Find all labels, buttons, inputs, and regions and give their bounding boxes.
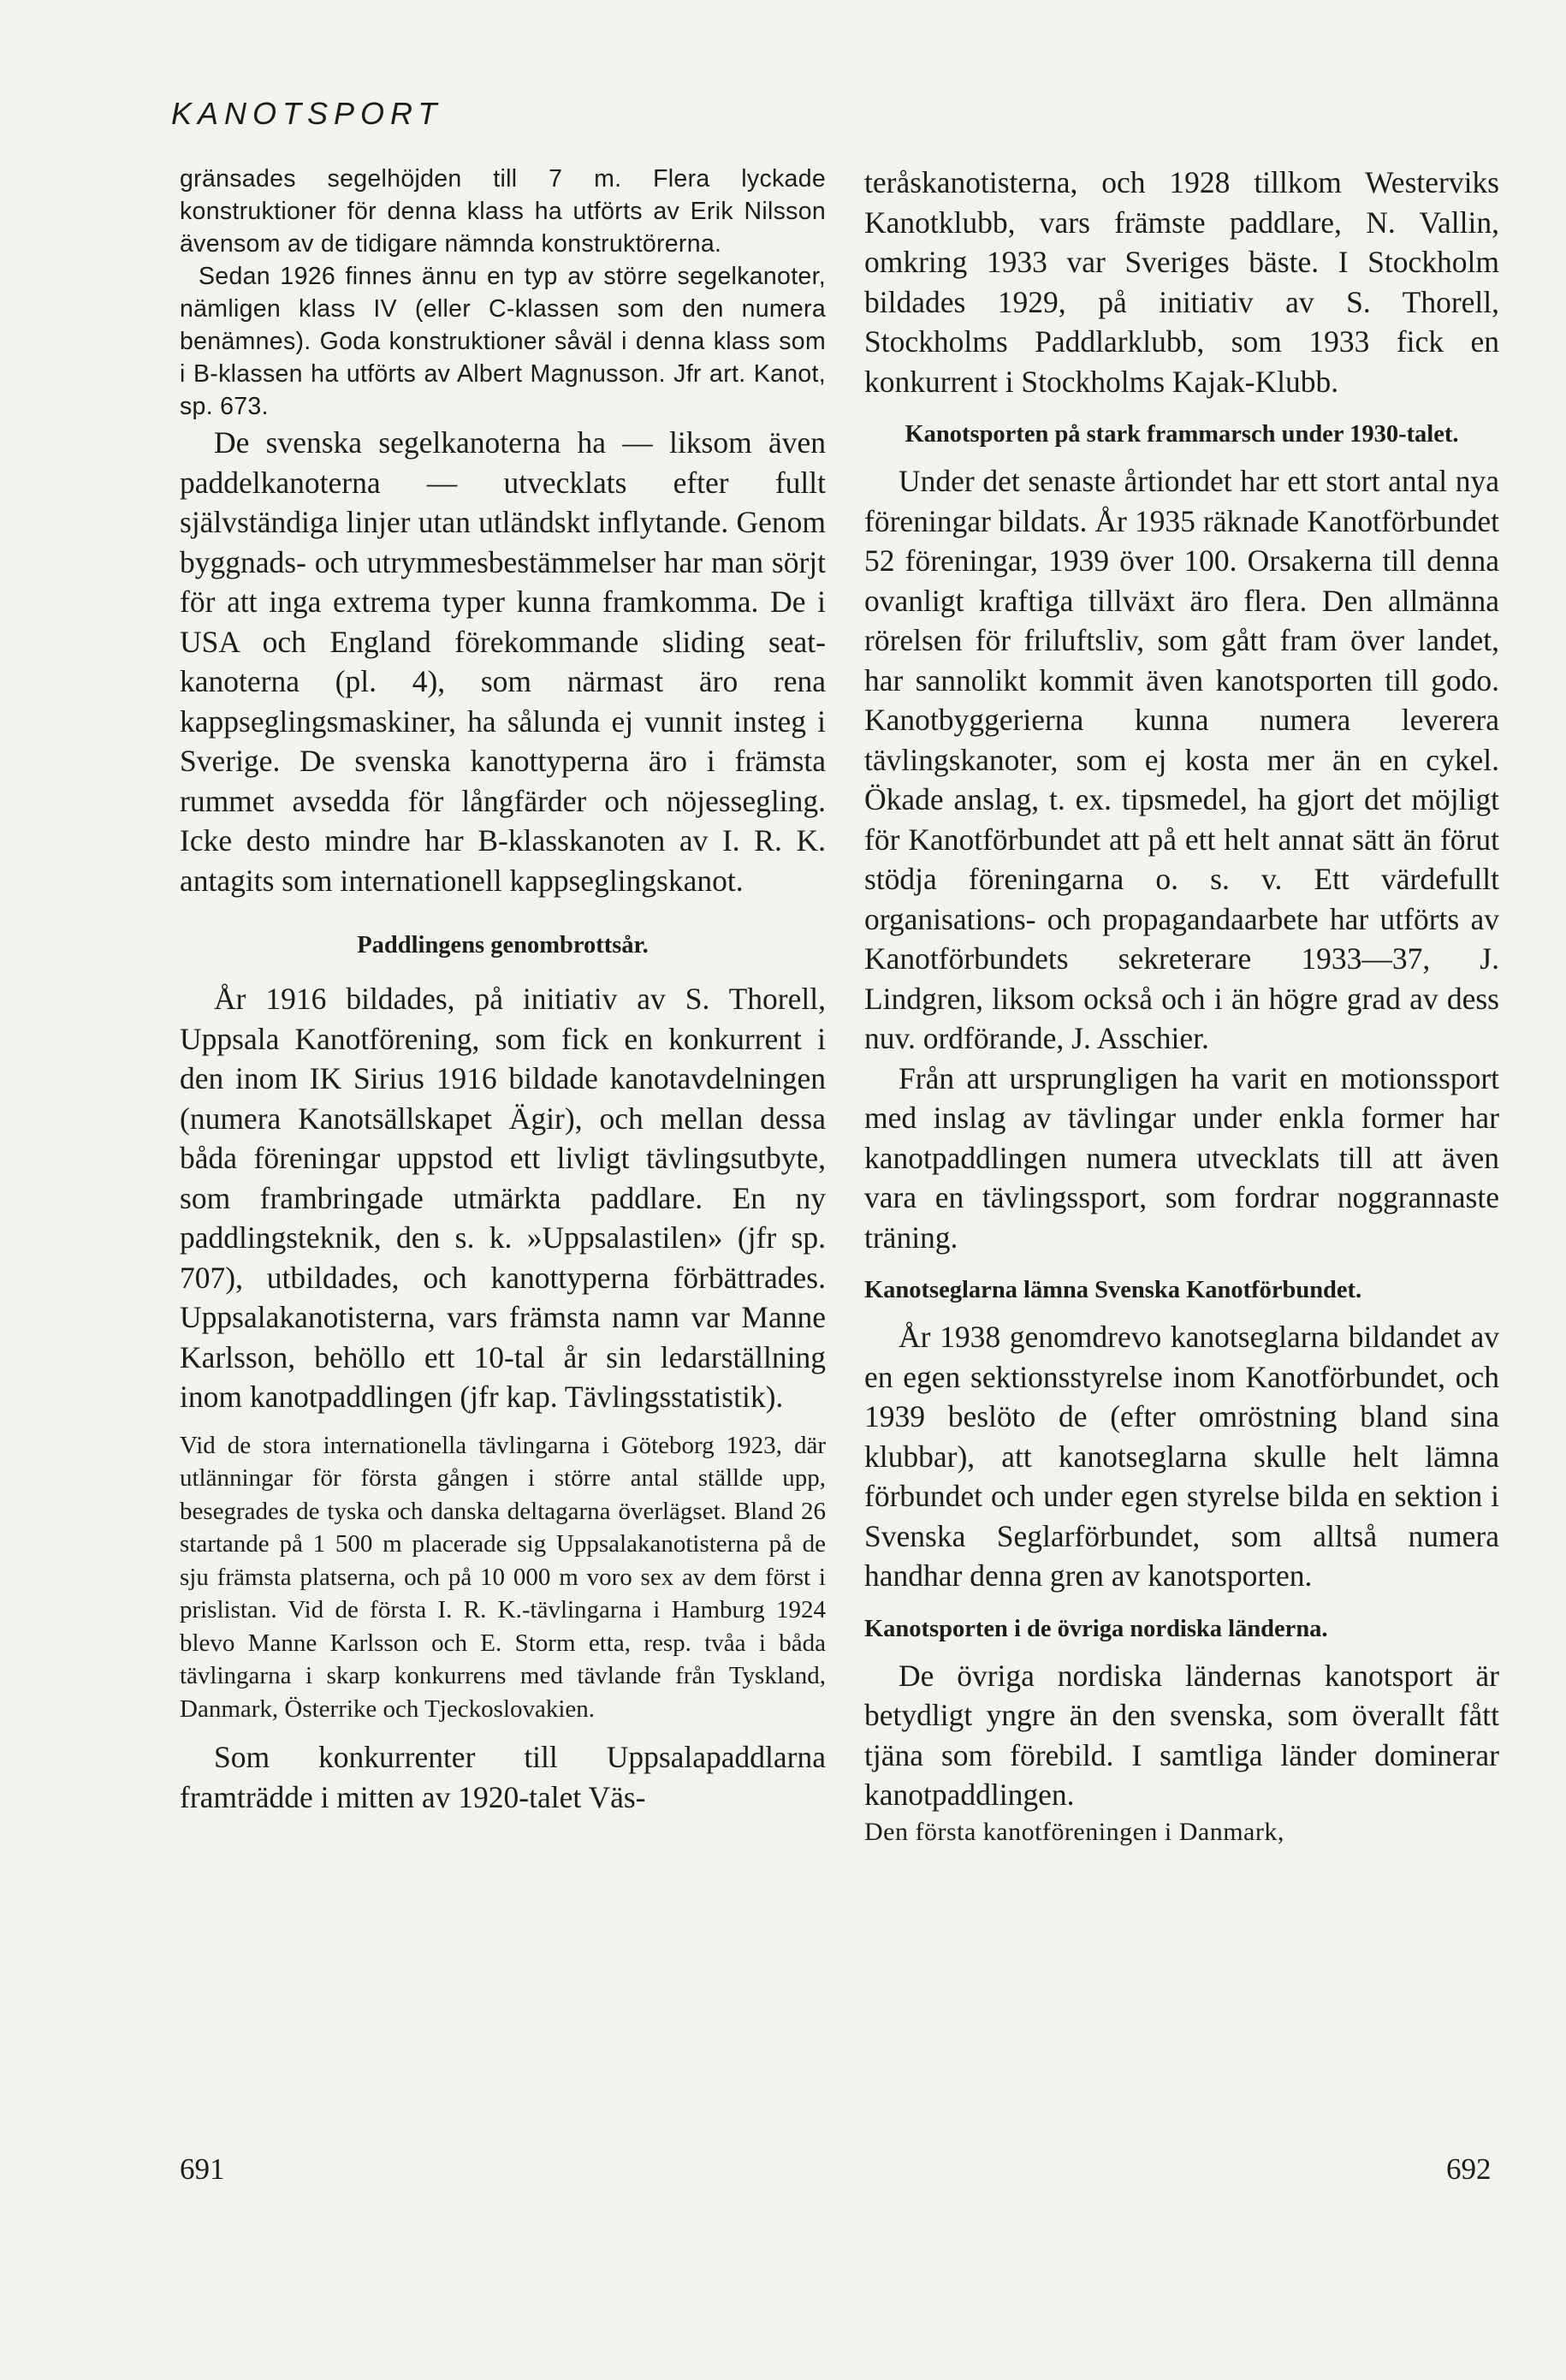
paragraph-motionssport: Från att ursprungligen ha varit en motionssport med inslag av tävlingar under enkla former har kanotpaddlingen numera utvecklats till att även vara en tävlingssport, som fordrar noggrannaste träning. <box>864 1060 1499 1255</box>
section-heading-frammarsch: Kanotsporten på stark frammarsch under 1930-talet. <box>905 421 1459 448</box>
paragraph-svenska-segelkanoter: De svenska segelkanoterna ha — liksom även paddelkanoterna — utvecklats efter fullt självständiga linjer utan utländskt inflytande. Genom byggnads- och utrymmesbestämmelser har man sörjt för att inga extrema typer kunna framkomma. De i USA och England förekommande sliding seat-kanoterna (pl. 4), som närmast äro rena kappseglingsmaskiner, ha sålunda ej vunnit insteg i Sverige. De svenska kanottyperna äro i främsta rummet avsedda för långfärder och nöjessegling. Icke desto mindre har B-klasskanoten av I. R. K. antagits som internationell kappseglingskanot. <box>180 425 826 898</box>
paragraph-konkurrenter: Som konkurrenter till Uppsalapaddlarna framträdde i mitten av 1920-talet Väs- <box>180 1740 826 1814</box>
section-heading-nordiska-lander: Kanotsporten i de övriga nordiska länderna. <box>864 1615 1328 1642</box>
paragraph-ar-1938: År 1938 genomdrevo kanotseglarna bildandet av en egen sektionsstyrelse inom Kanotförbundet, och 1939 beslöto de (efter omröstning bland sina klubbar), att kanotseglarna skulle helt lämna förbundet och under egen styrelse bilda en sektion i Svenska Seglarförbundet, som alltså numera handhar denna gren av kanotsporten. <box>864 1320 1499 1593</box>
paragraph-danmark-start: Den första kanotföreningen i Danmark, <box>864 1817 1284 1846</box>
left-column <box>180 163 826 1817</box>
section-heading-kanotseglarna: Kanotseglarna lämna Svenska Kanotförbundet. <box>864 1277 1362 1303</box>
paragraph-segelhojd: gränsades segelhöjden till 7 m. Flera lyckade konstruktioner för denna klass ha utförts av Erik Nilsson ävensom av de tidigare nämnda konstruktörerna. <box>180 165 826 258</box>
paragraph-arsiondet: Under det senaste årtiondet har ett stort antal nya föreningar bildats. År 1935 räknade Kanotförbundet 52 föreningar, 1939 över 100. Orsakerna till denna ovanligt kraftiga tillväxt äro flera. Den allmänna rörelsen för friluftsliv, som gått fram över landet, har sannolikt kommit även kanotsporten till godo. Kanotbyggerierna kunna numera leverera tävlingskanoter, som ej kosta mer än en cykel. Ökade anslag, t. ex. tipsmedel, ha gjort det möjligt för Kanotförbundet att på ett helt annat sätt än förut stödja föreningarna o. s. v. Ett värdefullt organisations- och propagandaarbete har utförts av Kanotförbundets sekreterare 1933—37, J. Lindgren, liksom också och i än högre grad av dess nuv. ordförande, J. Asschier. <box>864 464 1499 1055</box>
page-number-right: 692 <box>1446 2152 1492 2186</box>
paragraph-ovriga-nordiska: De övriga nordiska ländernas kanotsport är betydligt yngre än den svenska, som överallt fått tjäna som förebild. I samtliga länder dominerar kanotpaddlingen. <box>864 1658 1499 1812</box>
page-number-left: 691 <box>180 2152 225 2186</box>
paragraph-westervik: teråskanotisterna, och 1928 tillkom Westerviks Kanotklubb, vars främste paddlare, N. Vallin, omkring 1933 var Sveriges bäste. I Stockholm bildades 1929, på initiativ av S. Thorell, Stockholms Paddlarklubb, som 1933 fick en konkurrent i Stockholms Kajak-Klubb. <box>864 165 1499 399</box>
paragraph-ar-1916: År 1916 bildades, på initiativ av S. Thorell, Uppsala Kanotförening, som fick en konkurrent i den inom IK Sirius 1916 bildade kanotavdelningen (numera Kanotsällskapet Ägir), och mellan dessa båda föreningar uppstod ett livligt tävlingsutbyte, som frambringade utmärkta paddlare. En ny paddlingsteknik, den s. k. »Uppsalastilen» (jfr sp. 707), utbildades, och kanottyperna förbättrades. Uppsalakanotisterna, vars främsta namn var Manne Karlsson, behöllo ett 10-tal år sin ledarställning inom kanotpaddlingen (jfr kap. Tävlingsstatistik). <box>180 982 826 1414</box>
section-heading-genombrottsar: Paddlingens genombrottsår. <box>357 932 649 959</box>
paragraph-goteborg-1923: Vid de stora internationella tävlingarna i Göteborg 1923, där utlänningar för första gången i större antal ställde upp, besegrades de tyska och danska deltagarna överlägset. Bland 26 startande på 1 500 m placerade sig Uppsalakanotisterna på de sju främsta platserna, och på 10 000 m voro sex av dem först i prislistan. Vid de första I. R. K.-tävlingarna i Hamburg 1924 blevo Manne Karlsson och E. Storm etta, resp. tvåa i båda tävlingarna i skarp konkurrens med tävlande från Tyskland, Danmark, Österrike och Tjeckoslovakien. <box>180 1431 826 1723</box>
running-head: KANOTSPORT <box>171 96 443 131</box>
right-column <box>864 163 1499 1849</box>
paragraph-klass-iv: Sedan 1926 finnes ännu en typ av större segelkanoter, nämligen klass IV (eller C-klassen som den numera benämnes). Goda konstruktioner såväl i denna klass som i B-klassen ha utförts av Albert Magnusson. Jfr art. Kanot, sp. 673. <box>180 263 826 420</box>
